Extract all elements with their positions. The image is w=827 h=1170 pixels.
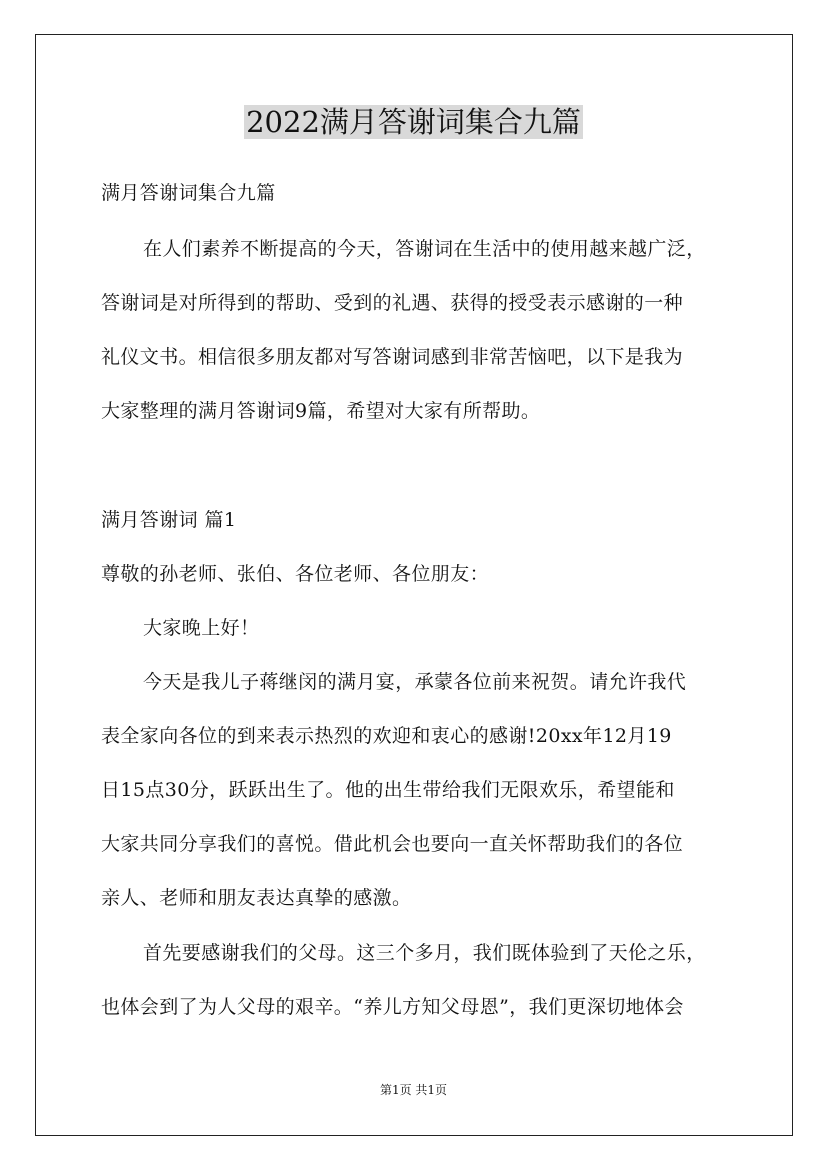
greeting-line: 大家晚上好！ — [143, 617, 260, 639]
page-footer: 第1页 共1页 — [379, 1083, 448, 1097]
salutation-line: 尊敬的孙老师、张伯、各位老师、各位朋友： — [101, 563, 490, 585]
section-heading: 满月答谢词 篇1 — [101, 509, 237, 531]
paragraph-line: 也体会到了为人父母的艰辛。“养儿方知父母恩”，我们更深切地体会 — [101, 996, 684, 1018]
subtitle-line: 满月答谢词集合九篇 — [101, 182, 276, 204]
paragraph-line: 亲人、老师和朋友表达真挚的感激。 — [101, 887, 412, 909]
paragraph-line: 今天是我儿子蒋继闵的满月宴，承蒙各位前来祝贺。请允许我代 — [143, 671, 687, 693]
document-title — [0, 100, 827, 144]
paragraph-line: 日15点30分，跃跃出生了。他的出生带给我们无限欢乐，希望能和 — [101, 779, 675, 801]
paragraph-line: 表全家向各位的到来表示热烈的欢迎和衷心的感谢!20xx年12月19 — [101, 725, 672, 747]
document-title-text: 2022满月答谢词集合九篇 — [246, 105, 581, 139]
paragraph-line: 大家整理的满月答谢词9篇，希望对大家有所帮助。 — [101, 400, 541, 422]
paragraph-line: 首先要感谢我们的父母。这三个多月，我们既体验到了天伦之乐， — [143, 942, 706, 964]
paragraph-line: 大家共同分享我们的喜悦。借此机会也要向一直关怀帮助我们的各位 — [101, 833, 684, 855]
paragraph-line: 答谢词是对所得到的帮助、受到的礼遇、获得的授受表示感谢的一种 — [101, 292, 684, 314]
paragraph-line: 礼仪文书。相信很多朋友都对写答谢词感到非常苦恼吧，以下是我为 — [101, 346, 684, 368]
paragraph-line: 在人们素养不断提高的今天，答谢词在生活中的使用越来越广泛， — [143, 238, 706, 260]
